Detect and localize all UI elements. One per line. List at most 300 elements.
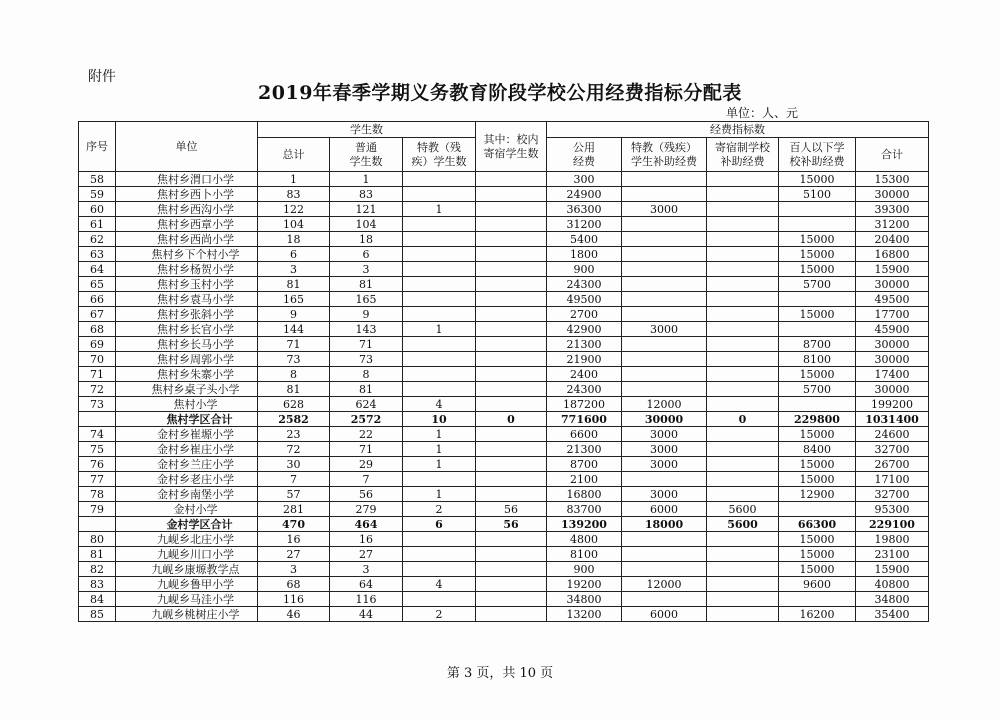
- cell-sp-sub: [622, 562, 707, 577]
- cell-regular: 1: [330, 172, 403, 187]
- header-special: 特教（残 疾）学生数: [403, 138, 476, 172]
- cell-sum: 20400: [856, 232, 929, 247]
- table-row: [79, 217, 929, 232]
- cell-total: 3: [258, 262, 330, 277]
- cell-small-sub: [779, 502, 856, 517]
- cell-seq: 80: [79, 532, 116, 547]
- table-row: [79, 397, 929, 412]
- cell-total: 83: [258, 187, 330, 202]
- table-row: [79, 352, 929, 367]
- table-row: [79, 277, 929, 292]
- cell-regular: 56: [330, 487, 403, 502]
- cell-board-sub: [707, 592, 779, 607]
- cell-seq: 64: [79, 262, 116, 277]
- cell-public: 24300: [547, 277, 622, 292]
- cell-regular: 143: [330, 322, 403, 337]
- cell-board-sub: 0: [707, 412, 779, 427]
- cell-sum: 30000: [856, 337, 929, 352]
- cell-sum: 16800: [856, 247, 929, 262]
- cell-board-sub: [707, 427, 779, 442]
- cell-unit: 金村乡崔庄小学: [116, 442, 258, 457]
- header-boarding-subsidy: 寄宿制学校 补助经费: [707, 138, 779, 172]
- cell-unit: 焦村乡西章小学: [116, 217, 258, 232]
- cell-regular: 3: [330, 562, 403, 577]
- cell-board-sub: [707, 262, 779, 277]
- cell-boarding: [476, 217, 547, 232]
- cell-boarding: [476, 592, 547, 607]
- cell-unit: 金村乡老庄小学: [116, 472, 258, 487]
- cell-seq: 79: [79, 502, 116, 517]
- table-row: [79, 247, 929, 262]
- page-title: 2019年春季学期义务教育阶段学校公用经费指标分配表: [258, 82, 742, 104]
- cell-small-sub: [779, 397, 856, 412]
- table-row: [79, 307, 929, 322]
- cell-unit: 焦村乡下个村小学: [116, 247, 258, 262]
- cell-boarding: [476, 337, 547, 352]
- cell-total: 628: [258, 397, 330, 412]
- header-unit: 单位: [116, 122, 258, 172]
- cell-public: 8100: [547, 547, 622, 562]
- cell-public: 139200: [547, 517, 622, 532]
- cell-board-sub: [707, 382, 779, 397]
- cell-seq: 75: [79, 442, 116, 457]
- cell-boarding: [476, 487, 547, 502]
- cell-small-sub: 15000: [779, 532, 856, 547]
- cell-public: 34800: [547, 592, 622, 607]
- cell-sp-sub: 3000: [622, 457, 707, 472]
- cell-sp-sub: [622, 532, 707, 547]
- cell-public: 187200: [547, 397, 622, 412]
- header-sum: 合计: [856, 138, 929, 172]
- cell-boarding: [476, 352, 547, 367]
- cell-sp-sub: [622, 592, 707, 607]
- cell-regular: 624: [330, 397, 403, 412]
- cell-public: 2400: [547, 367, 622, 382]
- cell-board-sub: [707, 397, 779, 412]
- cell-seq: 83: [79, 577, 116, 592]
- cell-seq: 58: [79, 172, 116, 187]
- cell-sp-sub: [622, 172, 707, 187]
- attachment-label: 附件: [88, 69, 116, 85]
- cell-special: 1: [403, 457, 476, 472]
- cell-small-sub: 15000: [779, 367, 856, 382]
- cell-sum: 30000: [856, 277, 929, 292]
- cell-total: 18: [258, 232, 330, 247]
- cell-boarding: [476, 247, 547, 262]
- cell-sp-sub: 30000: [622, 412, 707, 427]
- cell-seq: 77: [79, 472, 116, 487]
- cell-sp-sub: 3000: [622, 427, 707, 442]
- cell-small-sub: [779, 592, 856, 607]
- cell-total: 68: [258, 577, 330, 592]
- cell-public: 36300: [547, 202, 622, 217]
- cell-sum: 49500: [856, 292, 929, 307]
- cell-total: 144: [258, 322, 330, 337]
- cell-special: 1: [403, 322, 476, 337]
- cell-total: 81: [258, 382, 330, 397]
- cell-sp-sub: [622, 352, 707, 367]
- cell-total: 8: [258, 367, 330, 382]
- cell-total: 23: [258, 427, 330, 442]
- cell-boarding: [476, 292, 547, 307]
- cell-regular: 83: [330, 187, 403, 202]
- cell-regular: 116: [330, 592, 403, 607]
- cell-small-sub: 16200: [779, 607, 856, 622]
- cell-special: 1: [403, 202, 476, 217]
- cell-public: 24900: [547, 187, 622, 202]
- cell-regular: 27: [330, 547, 403, 562]
- table-row: [79, 547, 929, 562]
- cell-seq: 68: [79, 322, 116, 337]
- cell-sum: 229100: [856, 517, 929, 532]
- cell-sum: 24600: [856, 427, 929, 442]
- cell-sp-sub: 6000: [622, 607, 707, 622]
- cell-board-sub: [707, 322, 779, 337]
- cell-seq: 71: [79, 367, 116, 382]
- cell-public: 16800: [547, 487, 622, 502]
- cell-boarding: [476, 472, 547, 487]
- cell-boarding: 56: [476, 517, 547, 532]
- cell-special: [403, 382, 476, 397]
- cell-total: 122: [258, 202, 330, 217]
- cell-sp-sub: [622, 472, 707, 487]
- cell-unit: 九岘乡桃树庄小学: [116, 607, 258, 622]
- cell-seq: 62: [79, 232, 116, 247]
- cell-sp-sub: [622, 187, 707, 202]
- cell-special: 4: [403, 577, 476, 592]
- cell-unit: 焦村乡张斜小学: [116, 307, 258, 322]
- cell-seq: [79, 412, 116, 427]
- cell-sum: 32700: [856, 442, 929, 457]
- cell-sp-sub: [622, 277, 707, 292]
- cell-public: 49500: [547, 292, 622, 307]
- cell-small-sub: 8100: [779, 352, 856, 367]
- cell-small-sub: [779, 292, 856, 307]
- cell-sum: 17100: [856, 472, 929, 487]
- cell-seq: 73: [79, 397, 116, 412]
- cell-boarding: [476, 577, 547, 592]
- cell-boarding: [476, 607, 547, 622]
- cell-small-sub: 229800: [779, 412, 856, 427]
- subtotal-row: [79, 517, 929, 532]
- table-row: [79, 427, 929, 442]
- header-public-funds: 公用 经费: [547, 138, 622, 172]
- cell-boarding: [476, 277, 547, 292]
- header-special-subsidy: 特教（残疾） 学生补助经费: [622, 138, 707, 172]
- header-total: 总计: [258, 138, 330, 172]
- cell-board-sub: [707, 247, 779, 262]
- subtotal-row: [79, 412, 929, 427]
- cell-public: 42900: [547, 322, 622, 337]
- cell-sp-sub: [622, 307, 707, 322]
- cell-unit: 金村乡兰庄小学: [116, 457, 258, 472]
- cell-regular: 279: [330, 502, 403, 517]
- cell-special: 2: [403, 502, 476, 517]
- cell-public: 900: [547, 562, 622, 577]
- cell-boarding: [476, 382, 547, 397]
- header-funds: 经费指标数: [547, 122, 929, 138]
- cell-unit: 焦村乡玉村小学: [116, 277, 258, 292]
- header-regular: 普通 学生数: [330, 138, 403, 172]
- cell-board-sub: [707, 292, 779, 307]
- cell-public: 771600: [547, 412, 622, 427]
- cell-unit: 焦村乡西沟小学: [116, 202, 258, 217]
- table-row: [79, 382, 929, 397]
- cell-seq: 65: [79, 277, 116, 292]
- cell-board-sub: [707, 607, 779, 622]
- cell-public: 13200: [547, 607, 622, 622]
- cell-total: 27: [258, 547, 330, 562]
- page-footer: 第 3 页，共 10 页: [446, 666, 554, 681]
- cell-small-sub: 5100: [779, 187, 856, 202]
- table-row: [79, 442, 929, 457]
- cell-sum: 15300: [856, 172, 929, 187]
- cell-boarding: [476, 187, 547, 202]
- cell-small-sub: 9600: [779, 577, 856, 592]
- cell-small-sub: 66300: [779, 517, 856, 532]
- cell-sp-sub: 3000: [622, 322, 707, 337]
- cell-unit: 九岘乡鲁甲小学: [116, 577, 258, 592]
- cell-sp-sub: 3000: [622, 487, 707, 502]
- cell-total: 3: [258, 562, 330, 577]
- cell-special: [403, 562, 476, 577]
- cell-public: 2700: [547, 307, 622, 322]
- cell-small-sub: 15000: [779, 562, 856, 577]
- cell-board-sub: [707, 472, 779, 487]
- cell-total: 46: [258, 607, 330, 622]
- cell-sp-sub: [622, 262, 707, 277]
- table-row: [79, 337, 929, 352]
- cell-public: 2100: [547, 472, 622, 487]
- cell-regular: 16: [330, 532, 403, 547]
- cell-seq: [79, 517, 116, 532]
- cell-special: 1: [403, 487, 476, 502]
- cell-total: 116: [258, 592, 330, 607]
- cell-regular: 81: [330, 382, 403, 397]
- cell-unit: 九岘乡川口小学: [116, 547, 258, 562]
- cell-sp-sub: 12000: [622, 577, 707, 592]
- cell-board-sub: [707, 577, 779, 592]
- cell-regular: 121: [330, 202, 403, 217]
- cell-sum: 40800: [856, 577, 929, 592]
- cell-seq: 74: [79, 427, 116, 442]
- cell-small-sub: 15000: [779, 307, 856, 322]
- cell-total: 7: [258, 472, 330, 487]
- cell-board-sub: [707, 532, 779, 547]
- table-row: [79, 322, 929, 337]
- cell-public: 300: [547, 172, 622, 187]
- cell-unit: 金村小学: [116, 502, 258, 517]
- cell-seq: 81: [79, 547, 116, 562]
- cell-public: 5400: [547, 232, 622, 247]
- cell-small-sub: 5700: [779, 382, 856, 397]
- cell-board-sub: [707, 202, 779, 217]
- cell-seq: 67: [79, 307, 116, 322]
- header-small-school-subsidy: 百人以下学 校补助经费: [779, 138, 856, 172]
- table-row: [79, 502, 929, 517]
- header-students: 学生数: [258, 122, 476, 138]
- cell-regular: 18: [330, 232, 403, 247]
- cell-total: 6: [258, 247, 330, 262]
- cell-sp-sub: [622, 232, 707, 247]
- table-row: [79, 472, 929, 487]
- cell-sum: 15900: [856, 562, 929, 577]
- cell-regular: 165: [330, 292, 403, 307]
- cell-unit: 焦村乡长马小学: [116, 337, 258, 352]
- cell-unit: 焦村乡袁马小学: [116, 292, 258, 307]
- cell-total: 165: [258, 292, 330, 307]
- cell-unit: 焦村乡西尚小学: [116, 232, 258, 247]
- cell-unit: 九岘乡马洼小学: [116, 592, 258, 607]
- cell-public: 21300: [547, 337, 622, 352]
- cell-seq: 63: [79, 247, 116, 262]
- cell-board-sub: [707, 487, 779, 502]
- cell-unit: 焦村乡桌子头小学: [116, 382, 258, 397]
- cell-board-sub: [707, 172, 779, 187]
- cell-small-sub: 15000: [779, 457, 856, 472]
- table-row: [79, 577, 929, 592]
- cell-unit: 焦村乡西卜小学: [116, 187, 258, 202]
- cell-special: 10: [403, 412, 476, 427]
- cell-sp-sub: [622, 547, 707, 562]
- cell-special: [403, 247, 476, 262]
- cell-total: 30: [258, 457, 330, 472]
- cell-special: [403, 307, 476, 322]
- cell-boarding: [476, 457, 547, 472]
- cell-unit: 焦村小学: [116, 397, 258, 412]
- cell-regular: 29: [330, 457, 403, 472]
- cell-small-sub: [779, 217, 856, 232]
- cell-regular: 44: [330, 607, 403, 622]
- table-row: [79, 187, 929, 202]
- cell-unit: 焦村乡朱寨小学: [116, 367, 258, 382]
- cell-total: 1: [258, 172, 330, 187]
- table-row: [79, 487, 929, 502]
- cell-regular: 22: [330, 427, 403, 442]
- cell-unit: 焦村乡渭口小学: [116, 172, 258, 187]
- cell-small-sub: [779, 322, 856, 337]
- cell-sum: 15900: [856, 262, 929, 277]
- cell-regular: 2572: [330, 412, 403, 427]
- cell-sum: 17400: [856, 367, 929, 382]
- cell-board-sub: [707, 457, 779, 472]
- cell-small-sub: 8700: [779, 337, 856, 352]
- cell-seq: 59: [79, 187, 116, 202]
- cell-small-sub: 15000: [779, 247, 856, 262]
- cell-special: [403, 262, 476, 277]
- allocation-table: [78, 121, 929, 622]
- cell-boarding: [476, 322, 547, 337]
- table-row: [79, 457, 929, 472]
- cell-sum: 30000: [856, 382, 929, 397]
- cell-board-sub: [707, 277, 779, 292]
- cell-board-sub: 5600: [707, 517, 779, 532]
- table-row: [79, 202, 929, 217]
- cell-total: 104: [258, 217, 330, 232]
- unit-note: 单位：人、元: [726, 106, 799, 120]
- cell-public: 83700: [547, 502, 622, 517]
- cell-boarding: [476, 442, 547, 457]
- cell-boarding: [476, 532, 547, 547]
- table-body: [79, 172, 929, 622]
- cell-board-sub: [707, 442, 779, 457]
- table-row: [79, 292, 929, 307]
- cell-regular: 73: [330, 352, 403, 367]
- cell-total: 16: [258, 532, 330, 547]
- cell-special: [403, 172, 476, 187]
- cell-sp-sub: [622, 292, 707, 307]
- cell-total: 57: [258, 487, 330, 502]
- cell-board-sub: [707, 217, 779, 232]
- cell-regular: 3: [330, 262, 403, 277]
- cell-board-sub: [707, 562, 779, 577]
- cell-regular: 81: [330, 277, 403, 292]
- cell-boarding: [476, 307, 547, 322]
- cell-board-sub: [707, 367, 779, 382]
- cell-board-sub: [707, 337, 779, 352]
- table-row: [79, 562, 929, 577]
- cell-sum: 19800: [856, 532, 929, 547]
- cell-boarding: [476, 397, 547, 412]
- cell-special: [403, 352, 476, 367]
- cell-seq: 82: [79, 562, 116, 577]
- cell-special: 6: [403, 517, 476, 532]
- header-boarding: 其中：校内 寄宿学生数: [476, 122, 547, 172]
- cell-board-sub: [707, 232, 779, 247]
- cell-special: [403, 472, 476, 487]
- cell-board-sub: [707, 187, 779, 202]
- cell-sp-sub: [622, 217, 707, 232]
- cell-unit: 九岘乡康塬教学点: [116, 562, 258, 577]
- cell-sum: 26700: [856, 457, 929, 472]
- table-row: [79, 232, 929, 247]
- cell-sum: 35400: [856, 607, 929, 622]
- cell-total: 81: [258, 277, 330, 292]
- cell-sum: 31200: [856, 217, 929, 232]
- cell-regular: 464: [330, 517, 403, 532]
- cell-unit: 焦村乡长官小学: [116, 322, 258, 337]
- cell-sp-sub: [622, 337, 707, 352]
- cell-seq: 78: [79, 487, 116, 502]
- cell-sum: 23100: [856, 547, 929, 562]
- cell-special: [403, 367, 476, 382]
- cell-special: [403, 217, 476, 232]
- cell-sp-sub: [622, 247, 707, 262]
- cell-seq: 66: [79, 292, 116, 307]
- cell-boarding: [476, 367, 547, 382]
- cell-unit: 金村乡南堡小学: [116, 487, 258, 502]
- cell-boarding: 56: [476, 502, 547, 517]
- table-row: [79, 262, 929, 277]
- table-row: [79, 172, 929, 187]
- cell-sum: 34800: [856, 592, 929, 607]
- cell-sp-sub: 12000: [622, 397, 707, 412]
- cell-public: 19200: [547, 577, 622, 592]
- cell-public: 8700: [547, 457, 622, 472]
- cell-total: 72: [258, 442, 330, 457]
- cell-sp-sub: 3000: [622, 202, 707, 217]
- cell-small-sub: 15000: [779, 472, 856, 487]
- cell-seq: 76: [79, 457, 116, 472]
- cell-small-sub: 15000: [779, 547, 856, 562]
- table-row: [79, 592, 929, 607]
- cell-sum: 39300: [856, 202, 929, 217]
- cell-total: 2582: [258, 412, 330, 427]
- cell-sum: 32700: [856, 487, 929, 502]
- cell-board-sub: [707, 307, 779, 322]
- cell-special: [403, 232, 476, 247]
- cell-sp-sub: 3000: [622, 442, 707, 457]
